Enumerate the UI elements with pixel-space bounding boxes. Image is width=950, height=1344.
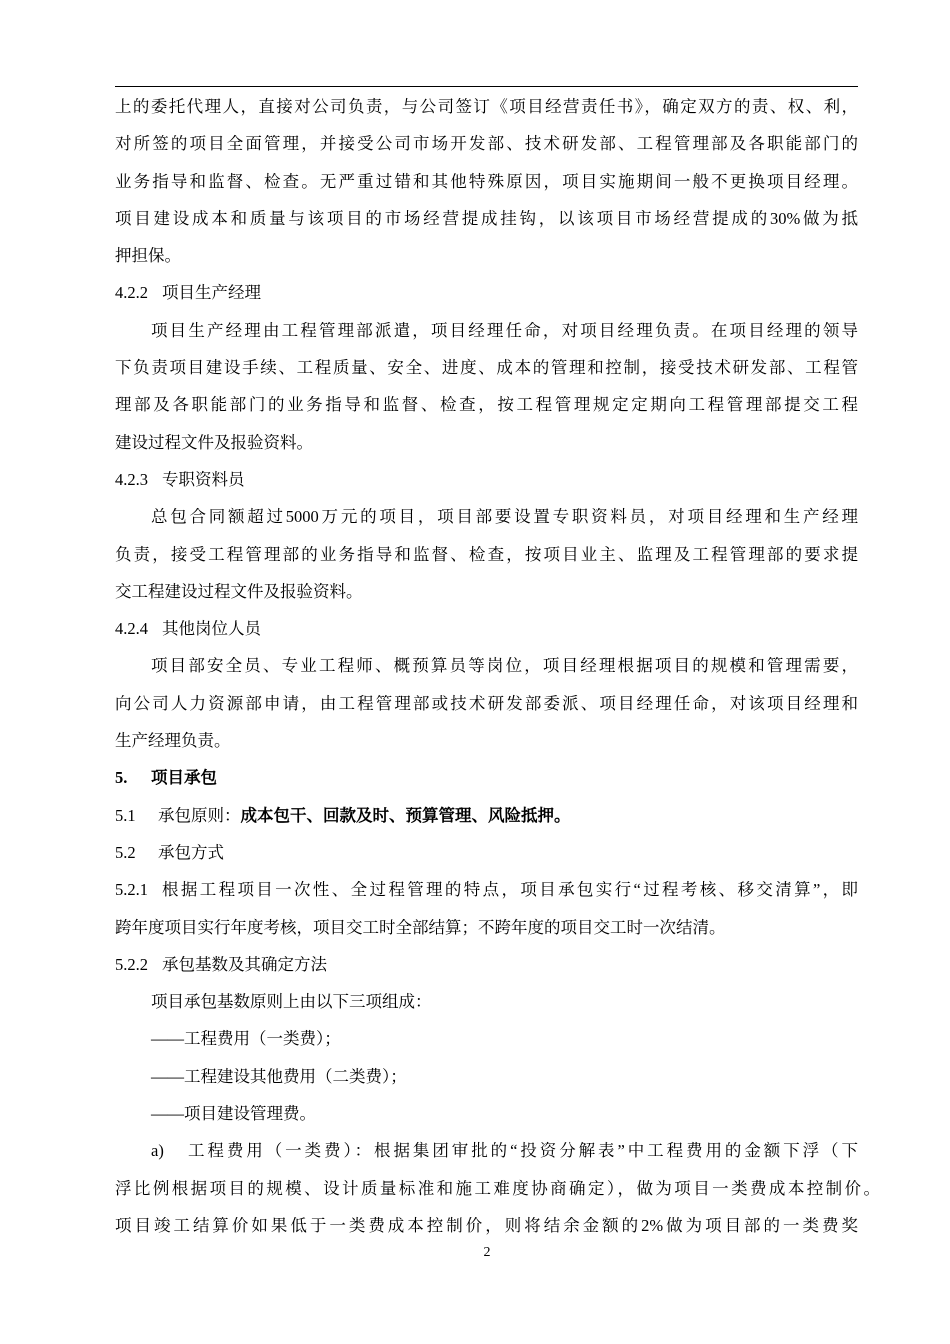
text-line: 上的委托代理人，直接对公司负责，与公司签订《项目经营责任书》，确定双方的责、权、利， — [115, 97, 858, 116]
item-a-first-line — [115, 1132, 858, 1169]
section-number: 5. — [115, 768, 128, 788]
page-number: 2 — [483, 1245, 491, 1260]
text-line: 理部及各职能部门的业务指导和监督、检查，按工程管理规定定期向工程管理部提交工程 — [115, 395, 858, 415]
section-number: 4.2.2 — [115, 283, 148, 303]
list-item: ——工程费用（一类费）； — [151, 1029, 341, 1049]
section-heading-5-2-2 — [115, 946, 858, 983]
principle-label: 承包原则： — [158, 805, 241, 825]
text-line: 建设过程文件及报验资料。 — [115, 432, 313, 452]
section-heading-4-2-3 — [115, 461, 858, 498]
section-number: 4.2.3 — [115, 469, 148, 489]
text-line: 交工程建设过程文件及报验资料。 — [115, 581, 363, 601]
section-number: 5.2.2 — [115, 954, 148, 974]
list-item: ——工程建设其他费用（二类费）； — [151, 1066, 407, 1086]
section-title: 项目承包 — [151, 768, 217, 788]
section-number: 5.1 — [115, 805, 136, 825]
header-rule — [115, 86, 858, 87]
section-title: 承包方式 — [158, 842, 224, 862]
section-heading-5-2 — [115, 834, 858, 871]
section-5-1-principle — [115, 797, 858, 834]
list-item: ——项目建设管理费。 — [151, 1104, 316, 1124]
text-line: 项目生产经理由工程管理部派遣，项目经理任命，对项目经理负责。在项目经理的领导 — [151, 320, 858, 340]
section-heading-5 — [115, 759, 858, 796]
text-line: 向公司人力资源部申请，由工程管理部或技术研发部委派、项目经理任命，对该项目经理和 — [115, 693, 858, 713]
text-line: 项目竣工结算价如果低于一类费成本控制价，则将结余金额的2%做为项目部的一类费奖 — [115, 1215, 858, 1235]
text-line: 对所签的项目全面管理，并接受公司市场开发部、技术研发部、工程管理部及各职能部门的 — [115, 134, 858, 154]
text-line: 浮比例根据项目的规模、设计质量标准和施工难度协商确定），做为项目一类费成本控制价。 — [115, 1178, 880, 1198]
text-line: 生产经理负责。 — [115, 731, 231, 751]
document-body — [115, 88, 880, 1244]
section-title: 承包基数及其确定方法 — [162, 954, 327, 974]
section-heading-4-2-4 — [115, 610, 858, 647]
text-line: 总包合同额超过5000万元的项目，项目部要设置专职资料员，对项目经理和生产经理 — [151, 507, 858, 527]
section-number: 5.2.1 — [115, 880, 148, 900]
text-line: 根据工程项目一次性、全过程管理的特点，项目承包实行“过程考核、移交清算”，即 — [162, 880, 858, 900]
section-5-2-1-first-line — [115, 871, 858, 908]
principle-text: 成本包干、回款及时、预算管理、风险抵押。 — [240, 805, 571, 825]
section-title: 专职资料员 — [162, 469, 245, 489]
section-title: 项目生产经理 — [162, 283, 261, 303]
section-title: 其他岗位人员 — [162, 619, 261, 639]
text-line: 押担保。 — [115, 246, 181, 266]
text-line: 项目部安全员、专业工程师、概预算员等岗位，项目经理根据项目的规模和管理需要， — [151, 656, 858, 676]
section-number: 4.2.4 — [115, 619, 148, 639]
text-line: 工程费用（一类费）：根据集团审批的“投资分解表”中工程费用的金额下浮（下 — [188, 1141, 858, 1161]
text-line: 项目建设成本和质量与该项目的市场经营提成挂钩，以该项目市场经营提成的30%做为抵 — [115, 208, 858, 228]
section-heading-4-2-2 — [115, 274, 858, 311]
section-number: 5.2 — [115, 842, 136, 862]
text-line: 项目承包基数原则上由以下三项组成： — [151, 992, 432, 1012]
text-line: 业务指导和监督、检查。无严重过错和其他特殊原因，项目实施期间一般不更换项目经理。 — [115, 171, 858, 191]
item-marker: a) — [151, 1141, 164, 1161]
text-line: 跨年度项目实行年度考核，项目交工时全部结算；不跨年度的项目交工时一次结清。 — [115, 917, 726, 937]
text-line: 负责，接受工程管理部的业务指导和监督、检查，按项目业主、监理及工程管理部的要求提 — [115, 544, 858, 564]
text-line: 下负责项目建设手续、工程质量、安全、进度、成本的管理和控制，接受技术研发部、工程管 — [115, 358, 858, 378]
